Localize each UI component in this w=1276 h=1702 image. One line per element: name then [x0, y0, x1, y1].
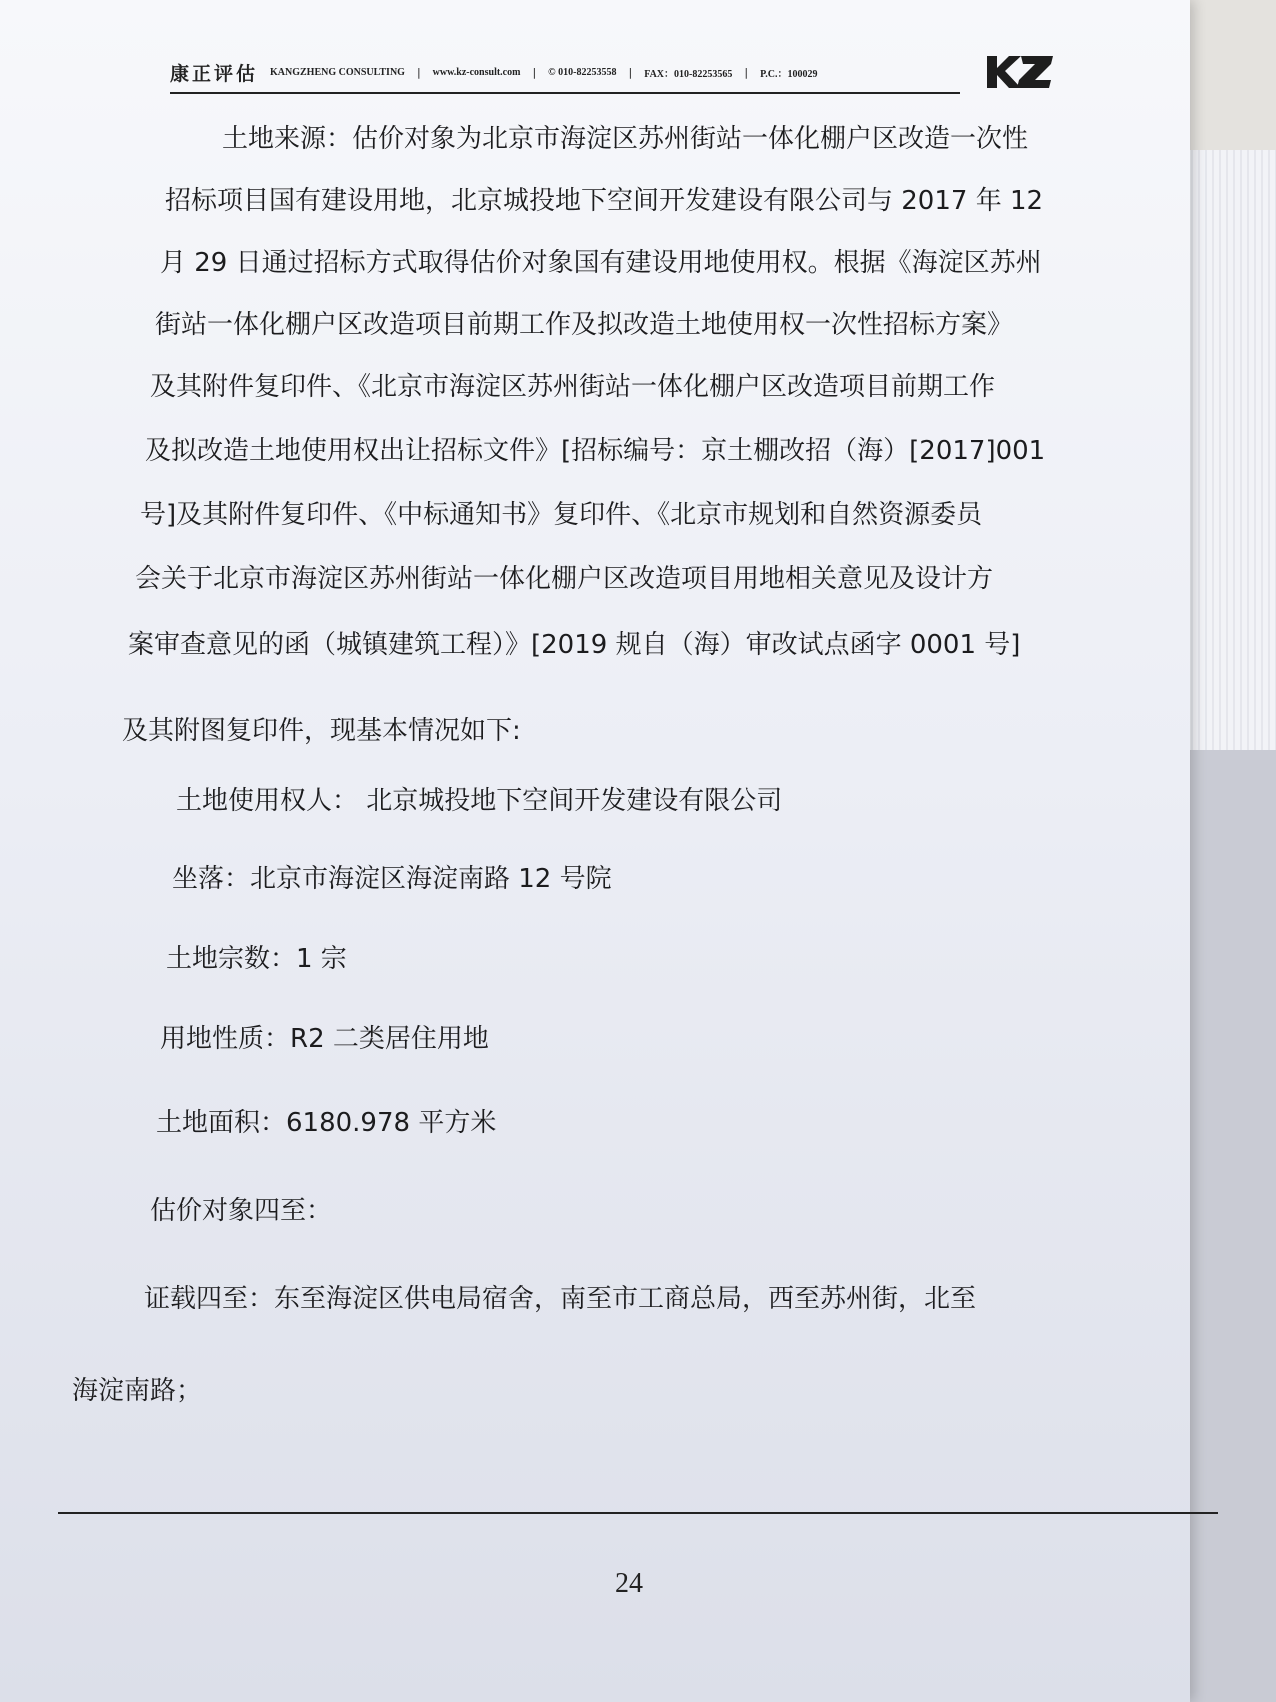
paragraph-line: 及其附图复印件，现基本情况如下: — [122, 716, 521, 746]
page-number: 24 — [615, 1568, 643, 1599]
paragraph-line: 案审查意见的函（城镇建筑工程）》[2019 规自（海）审改试点函字 0001 号] — [128, 630, 1021, 660]
paragraph-line: 招标项目国有建设用地，北京城投地下空间开发建设有限公司与 2017 年 12 — [165, 186, 1044, 216]
company-fax: FAX：010-82253565 — [644, 68, 733, 80]
footer-divider — [58, 1512, 1218, 1514]
paragraph-line: 土地来源：估价对象为北京市海淀区苏州街站一体化棚户区改造一次性 — [222, 124, 1029, 154]
boundaries-title: 估价对象四至： — [150, 1196, 333, 1226]
paragraph-line: 月 29 日通过招标方式取得估价对象国有建设用地使用权。根据《海淀区苏州 — [160, 248, 1042, 278]
letterhead — [170, 52, 960, 94]
parcel-count: 土地宗数：1 宗 — [166, 944, 347, 974]
company-name-en: KANGZHENG CONSULTING — [270, 66, 405, 78]
kz-logo-icon — [985, 52, 1055, 92]
land-area: 土地面积：6180.978 平方米 — [156, 1108, 497, 1138]
land-user: 土地使用权人： 北京城投地下空间开发建设有限公司 — [176, 786, 783, 816]
land-location: 坐落：北京市海淀区海淀南路 12 号院 — [172, 864, 612, 894]
recorded-boundaries: 证载四至：东至海淀区供电局宿舍，南至市工商总局，西至苏州街，北至 — [144, 1284, 977, 1314]
paragraph-line: 会关于北京市海淀区苏州街站一体化棚户区改造项目用地相关意见及设计方 — [135, 564, 994, 594]
company-phone: © 010-82253558 — [548, 66, 617, 78]
header-separator: | — [532, 65, 537, 79]
land-use-type: 用地性质：R2 二类居住用地 — [160, 1024, 489, 1054]
recorded-boundaries-continued: 海淀南路； — [72, 1376, 203, 1406]
header-separator: | — [744, 65, 749, 79]
company-name-cn: 康正评估 — [170, 62, 259, 85]
company-postcode: P.C.：100029 — [760, 68, 818, 80]
paragraph-line: 及其附件复印件、《北京市海淀区苏州街站一体化棚户区改造项目前期工作 — [150, 372, 996, 402]
paragraph-line: 及拟改造土地使用权出让招标文件》[招标编号：京土棚改招（海）[2017]001 — [145, 436, 1046, 466]
paragraph-line: 街站一体化棚户区改造项目前期工作及拟改造土地使用权一次性招标方案》 — [155, 310, 1014, 340]
header-separator: | — [628, 65, 633, 79]
header-separator: | — [416, 65, 421, 79]
company-website: www.kz-consult.com — [432, 66, 521, 78]
background-paper-stack — [1186, 150, 1276, 750]
paragraph-line: 号]及其附件复印件、《中标通知书》复印件、《北京市规划和自然资源委员 — [140, 500, 983, 530]
